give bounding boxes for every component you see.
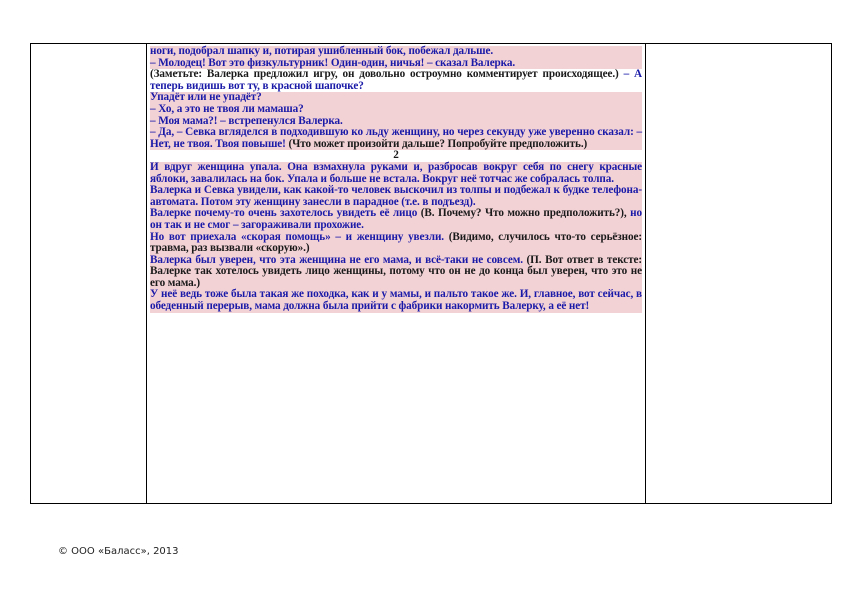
paragraph-7 xyxy=(150,127,642,150)
paragraph-4: Упадёт или не упадёт? xyxy=(150,92,642,104)
paragraph-10 xyxy=(150,208,642,231)
story-text-cell xyxy=(147,44,646,504)
copyright-footer: © ООО «Баласс», 2013 xyxy=(58,546,179,557)
paragraph-1: ноги, подобрал шапку и, потирая ушибленный бок, побежал дальше. xyxy=(150,46,642,58)
dialogue-7: – Да, – Севка вгляделся в подходившую ко льду женщину, но через секунду уже уверенно сказал: – Нет, не твоя. Твоя повыше! xyxy=(150,126,642,150)
text-12: Валерка был уверен, что эта женщина не его мама, и всё-таки не совсем. xyxy=(150,253,523,266)
paragraph-8: И вдруг женщина упала. Она взмахнула руками и, разбросав вокруг себя по снегу красные яблоки, завалилась на бок. Упала и больше не встала. Вокруг неё тотчас же собралась толпа. xyxy=(150,160,642,185)
paragraph-6: – Моя мама?! – встрепенулся Валерка. xyxy=(150,116,642,128)
section-number: 2 xyxy=(393,149,399,162)
paragraph-12 xyxy=(150,255,642,290)
comment-12: (П. Вот ответ в тексте: Валерке так хотелось увидеть лицо женщины, потому что он не до конца был уверен, что это не его мама.) xyxy=(150,253,643,289)
question-10: (В. Почему? Что можно предположить?), xyxy=(417,207,627,220)
question-7: (Что может произойти дальше? Попробуйте предположить.) xyxy=(285,137,588,150)
paragraph-13: У неё ведь тоже была такая же походка, как и у мамы, и пальто такое же. И, главное, вот сейчас, в обеденный перерыв, мама должна была прийти с фабрики накормить Валерку, а её нет! xyxy=(150,288,642,313)
comment-11: (Видимо, случилось что-то серьёзное: травма, раз вызвали «скорую».) xyxy=(150,230,642,255)
paragraph-9: Валерка и Севка увидели, как какой-то человек выскочил из толпы и подбежал к будке телефона-автомата. Потом эту женщину занесли в парадное (т.е. в подъезд). xyxy=(150,184,642,208)
text-11: Но вот приехала «скорая помощь» – и женщину увезли. xyxy=(150,230,444,243)
paragraph-2: – Молодец! Вот это физкультурник! Один-один, ничья! – сказал Валерка. xyxy=(150,58,642,70)
dialogue-3: – А теперь видишь вот ту, в красной шапочке? xyxy=(150,68,642,92)
right-column-cell xyxy=(646,44,832,504)
left-column-cell xyxy=(31,44,147,504)
paragraph-3 xyxy=(150,69,642,92)
lesson-table xyxy=(30,43,832,504)
text-10: Валерке почему-то очень захотелось увидеть её лицо xyxy=(150,207,418,220)
comment-3: (Заметьте: Валерка предложил игру, он довольно остроумно комментирует происходящее.) xyxy=(150,68,619,81)
text-10-end: но он так и не смог – загораживали прохожие. xyxy=(150,207,642,231)
paragraph-5: – Хо, а это не твоя ли мамаша? xyxy=(150,104,642,116)
paragraph-11 xyxy=(150,232,642,255)
